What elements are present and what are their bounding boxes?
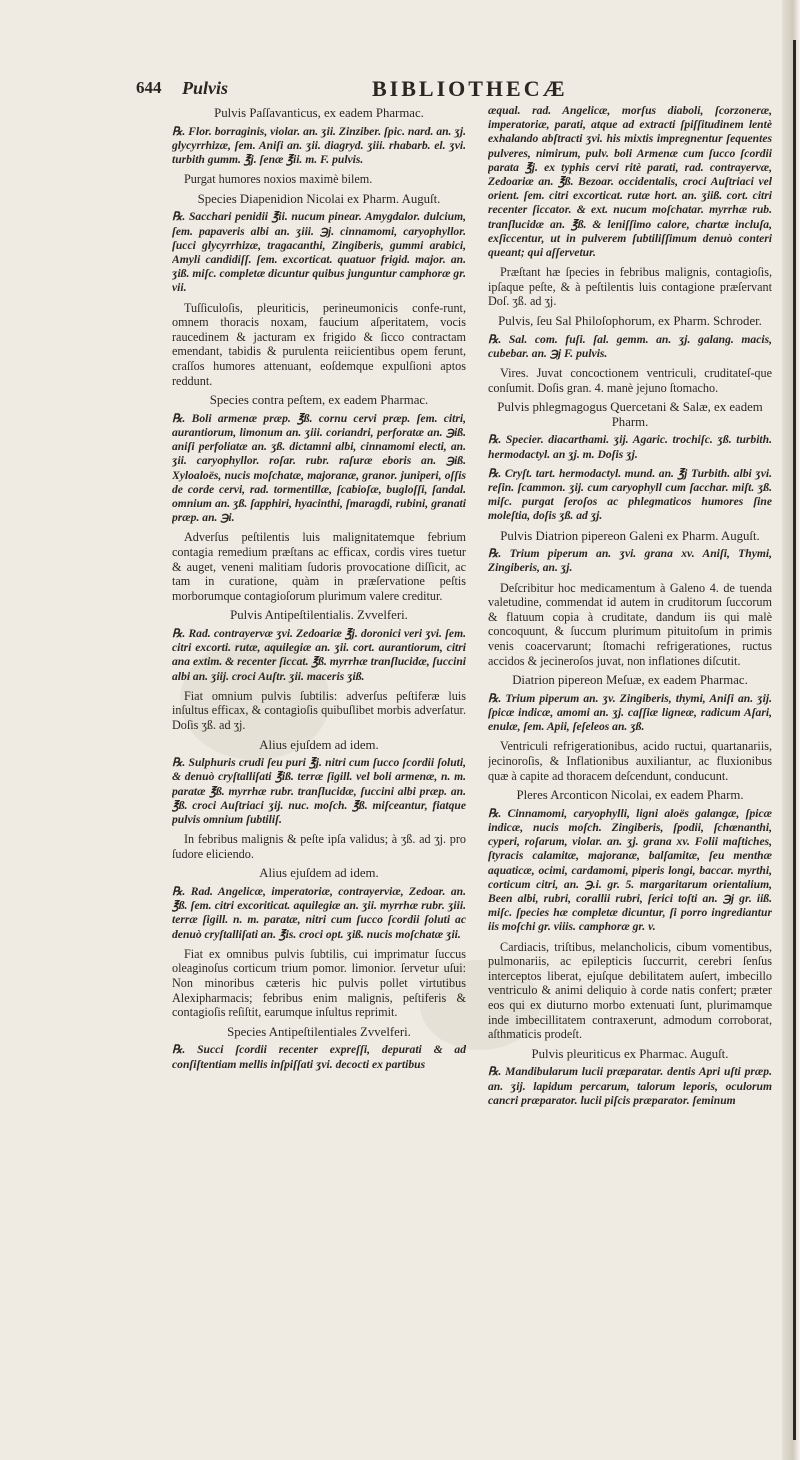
page-number: 644 xyxy=(136,78,162,97)
section-heading: Species Diapenidion Nicolai ex Pharm. Auguſt. xyxy=(197,191,441,206)
header-short-title: Pulvis xyxy=(182,78,229,98)
recipe-paragraph: ℞. Sacchari penidii ℥ii. nucum pinear. Amygdalor. dulcium, ſem. papaveris albi an. ʒiii. ℈j. cinnamomi, caryophyllor. ſucci glycyrrhizæ, tragacanthi, Zingiberis, gummi arabici, Amyli candidiſſ. ſem. excorticat. quatuor frigid. major. an. ʒiß. miſc. completæ dicuntur quibus junguntur camphoræ gr. vii. xyxy=(172,210,466,295)
body-paragraph: Vires. Juvat concoctionem ventriculi, cruditateſ-que conſumit. Doſis gran. 4. manè jejuno ſtomacho. xyxy=(488,366,772,395)
recipe-paragraph: ℞. Cryſt. tart. hermodactyl. mund. an. ℥j Turbith. albi ʒvi. reſin. ſcammon. ʒij. cum caryophyll cum ſacchar. miſt. ʒß. miſc. purgat ſeroſos ac phlegmaticos humores ſine moleſtia, doſis ʒß. ad ʒj. xyxy=(488,466,772,523)
recipe-paragraph: ℞. Rad. Angelicæ, imperatoriæ, contrayerviæ, Zedoar. an. ℥ß. ſem. citri excoriticat. aquilegiæ an. ʒii. myrrhæ rubr. ʒiii. terræ ſigill. n. m. paratæ, nitri cum ſucco ſcordii ſoluti ac denuò cryſtalliſati an. ℥is. croci opt. ʒiß. nucis moſchatæ ʒii. xyxy=(172,884,466,941)
section-heading: Alius ejuſdem ad idem. xyxy=(259,737,379,752)
recipe-paragraph: ℞. Specier. diacarthami. ʒij. Agaric. trochiſc. ʒß. turbith. hermodactyl. an ʒj. m. Doſis ʒj. xyxy=(488,433,772,461)
book-gutter xyxy=(782,0,800,1460)
recipe-paragraph: ℞. Mandibularum lucii præparatar. dentis Apri uſti præp. an. ʒij. lapidum percarum, talorum leporis, oculorum cancri præparator. lucii piſcis præparator. ſeminum xyxy=(488,1065,772,1107)
section-heading: Species Antipeſtilentiales Zvvelferi. xyxy=(227,1024,411,1039)
recipe-paragraph: ℞. Trium piperum an. ʒv. Zingiberis, thymi, Aniſi an. ʒij. ſpicæ indicæ, amomi an. ʒj. caſſiæ ligneæ, radicum Aſari, enulæ, ſem. Apii, ſeſeleos an. ʒß. xyxy=(488,691,772,734)
recipe-paragraph: ℞. Trium piperum an. ʒvi. grana xv. Aniſi, Thymi, Zingiberis, an. ʒj. xyxy=(488,547,772,575)
recipe-paragraph: ℞. Succi ſcordii recenter expreſſi, depurati & ad conſiſtentiam mellis inſpiſſati ʒvi. decocti ex partibus xyxy=(172,1043,466,1071)
body-paragraph: Tuſſiculoſis, pleuriticis, perineumonicis confe-runt, omnem thoracis noxam, faucium aſperitatem, vocis raucedinem & jacturam ex frigido & ſicco contractam emendant, tabidis & purulenta reiicientibus opem ferunt, craſſos humores attenuant, eoſdemque expulſioni aptos reddunt. xyxy=(172,300,466,388)
recipe-paragraph: ℞. Flor. borraginis, violar. an. ʒii. Zinziber. ſpic. nard. an. ʒj. glycyrrhizæ, ſem. Aniſi an. ʒii. diagryd. ʒiii. rhabarb. el. ʒvi. turbith gumm. ℥j. ſenæ ℥ii. m. F. pulvis. xyxy=(172,124,466,166)
body-paragraph: In febribus malignis & peſte ipſa validus; à ʒß. ad ʒj. pro ſudore eliciendo. xyxy=(172,832,466,861)
recipe-paragraph: ℞. Cinnamomi, caryophylli, ligni aloës galangæ, ſpicæ indicæ, nucis moſch. Zingiberis, ſpodii, ſchœnanthi, cyperi, roſarum, violar. an. ʒj. grana xv. Folii maſtiches, ſtyracis calamitæ, majoranæ, balſamitæ, ſeu menthæ aquaticæ, ocimi, cardamomi, piperis longi, baccar. myrthi, corticum citri, an. ℈.i. gr. 5. margaritarum orientalium, Been albi, rubri, corallii rubri, ſerici toſti an. ℈j gr. iiß. miſc. ſpecies hæ completæ dicuntur, ſi porro ingrediantur iis moſchi gr. viiis. camphoræ gr. v. xyxy=(488,806,772,934)
recipe-paragraph: ℞. Sulphuris crudi ſeu puri ℥j. nitri cum ſucco ſcordii ſoluti, & denuò cryſtalliſati ℥iß. terræ ſigill. vel boli armenæ, n. m. paratæ ℥ß. myrrhæ rubr. tranſlucidæ, ſuccini albi præp. an. ℥ß. croci Auſtriaci ʒij. nuc. moſch. ℥ß. miſceantur, fiatque pulvis omnium ſubtiliſ. xyxy=(172,756,466,826)
body-paragraph: Purgat humores noxios maximè bilem. xyxy=(184,172,373,187)
section-heading: Pulvis Diatrion pipereon Galeni ex Pharm. Auguſt. xyxy=(500,528,760,543)
section-heading: Diatrion pipereon Meſuæ, ex eadem Pharmac. xyxy=(512,673,748,688)
body-paragraph: Præſtant hæ ſpecies in febribus malignis, contagioſis, ipſaque peſte, & à peſtilentis luis contagione præſervant Doſ. ʒß. ad ʒj. xyxy=(488,265,772,309)
right-column xyxy=(488,104,772,1314)
section-heading: Alius ejuſdem ad idem. xyxy=(259,866,379,881)
section-heading: Pulvis Antipeſtilentialis. Zvvelferi. xyxy=(230,608,408,623)
section-heading: Pulvis pleuriticus ex Pharmac. Auguſt. xyxy=(531,1046,729,1061)
section-heading: Pulvis, ſeu Sal Philoſophorum, ex Pharm. Schroder. xyxy=(498,314,762,329)
section-heading: Pleres Arconticon Nicolai, ex eadem Pharm. xyxy=(516,788,744,803)
body-paragraph: Fiat omnium pulvis ſubtilis: adverſus peſtiferæ luis inſultus efficax, & contagioſis quibuſlibet morbis adverſatur. Doſis ʒß. ad ʒj. xyxy=(172,688,466,732)
recipe-paragraph: ℞. Sal. com. fuſi. ſal. gemm. an. ʒj. galang. macis, cubebar. an. ℈j F. pulvis. xyxy=(488,332,772,360)
gutter-edge-line xyxy=(793,40,796,1440)
body-paragraph: Ventriculi refrigerationibus, acido ructui, quartanariis, jecinoroſis, & Inflationibus auxiliantur, ac fluxionibus quæ à capite ad thoracem deſcendunt, conducunt. xyxy=(488,739,772,783)
section-heading: Pulvis phlegmagogus Quercetani & Salæ, ex eadem Pharm. xyxy=(497,400,763,429)
left-column xyxy=(172,104,466,1264)
body-paragraph: Fiat ex omnibus pulvis ſubtilis, cui imprimatur ſuccus oleaginoſus corticum trium pomor. limonior. ſervetur uſui: Non minoribus cæteris hic pulvis pollet virtutibus Alexipharmacis; febribus enim malignis, peſtiferis & contagioſis reſiſtit, earumque inſultus reprimit. xyxy=(172,946,466,1020)
section-heading: Species contra peſtem, ex eadem Pharmac. xyxy=(209,393,429,408)
section-heading: Pulvis Paſſavanticus, ex eadem Pharmac. xyxy=(214,106,424,120)
recipe-paragraph: ℞. Boli armenæ præp. ℥ß. cornu cervi præp. ſem. citri, aurantiorum, limonum an. ʒiii. coriandri, perforatæ an. ℈iß. aniſi perfoliatæ an. ʒß. dictamni albi, cinnamomi electi, an. ʒii. caryophyllor. roſar. rubr. raſuræ eboris an. ℈iß. Xyloaloës, nucis moſchatæ, majoranæ, granor. juniperi, oſſis de corde cervi, rad. tormentillæ, ſcabioſæ, bugloſſi, ſandal. omnium an. ʒß. ſapphiri, hyacinthi, ſmaragdi, rubini, granati præp. an. ℈i. xyxy=(172,411,466,525)
body-paragraph: Cardiacis, triſtibus, melancholicis, cibum vomentibus, pulmonariis, ac epilepticis ſuccurrit, cerebri ſenſus interceptos liberat, ejuſque debilitatem auſert, imbecillo ventriculo & animi deliquio à corde natis confert; præter eos qui ex diuturno morbo extenuati ſunt, plurimamque inde imbecillitatem contraxerunt, admodum corroborat, aſthmaticis prodeſt. xyxy=(488,939,772,1042)
body-paragraph: Deſcribitur hoc medicamentum à Galeno 4. de tuenda valetudine, commendat id autem in cruditorum ſuccorum & flatuum copia à cruditate, dandum iis qui malè concoquunt, & ſuccum plurimum pituitoſum in primis venis coacervarunt; ſtomachi refrigerationes, ructus accidos & jecineroſos juvat, non inflationes diſcutit. xyxy=(488,580,772,668)
recipe-paragraph: ℞. Rad. contrayervæ ʒvi. Zedoariæ ℥j. doronici veri ʒvi. ſem. citri excorti. rutæ, aquilegiæ an. ʒii. cort. aurantiorum, citri ana extim. & recenter ſiccat. ℥ß. myrrhæ tranſlucidæ, ſuccini albi an. ʒiij. croci Auſtr. ʒii. maceris ʒiß. xyxy=(172,626,466,683)
running-title: BIBLIOTHECÆ xyxy=(372,76,568,101)
body-paragraph: Adverſus peſtilentis luis malignitatemque febrium contagia remedium præſtans ac efficax, cordis vires tuetur & auget, veneni malitiam ſudoris provocatione diſſicit, ac tam in curatione, quàm in præſervatione peſtis morborumque contagioſorum plurimum valere creditur. xyxy=(172,530,466,603)
recipe-paragraph: æqual. rad. Angelicæ, morſus diaboli, ſcorzoneræ, imperatoriæ, parati, atque ad extracti ſpiſſitudinem lentè exhalando abſtracti ʒvi. his mixtis impregnentur ſequentes pulveres, nimirum, pulv. boli Armenæ cum ſucco ſcordii parata ℥j. ex typhis cervi ritè parati, rad. contrayervæ, Zedoariæ an. ℥ß. Bezoar. occidentalis, croci Auſtriaci vel orient. ſem. citri excorticat. rutæ hort. an. ʒiiß. cort. citri recenter ſiccator. & ext. nucum moſchatar. myrrhæ rub. tranſlucidæ an. ℥ß. & leniſſimo calore, chartæ incluſa, exſiccentur, ut in pulverem ſubtiliſſimum denuò conteri queant; qui aſſervetur. xyxy=(488,104,772,260)
